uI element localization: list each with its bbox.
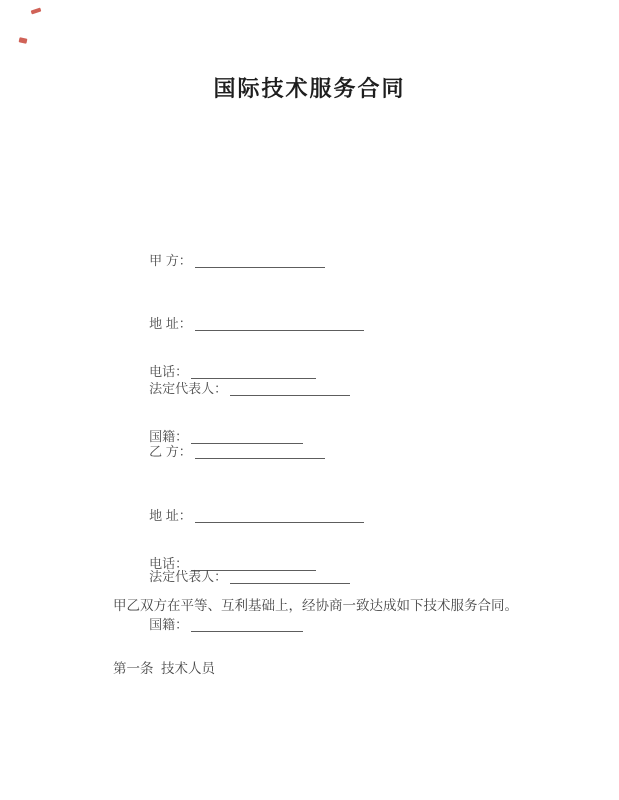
form-row-address-b (113, 476, 533, 571)
phone-b-label: 电话： (149, 556, 189, 571)
representative-a-fill-line (230, 381, 350, 396)
party-b-fill-line (195, 444, 325, 459)
party-a-fill-line (195, 253, 325, 268)
address-a-label: 地 址： (149, 316, 192, 331)
form-row-party-a (113, 221, 533, 268)
nationality-b-fill-line (191, 617, 303, 632)
red-scribble-icon (19, 37, 28, 44)
intro-paragraph: 甲乙双方在平等、互利基础上，经协商一致达成如下技术服务合同。 (113, 598, 518, 613)
representative-a-label: 法定代表人： (149, 381, 228, 396)
party-b-label: 乙 方： (149, 444, 192, 459)
party-a-label: 甲 方： (149, 253, 192, 268)
nationality-a-label: 国籍： (149, 429, 189, 444)
red-scribble-icon (31, 8, 42, 15)
representative-b-fill-line (230, 569, 350, 584)
address-a-fill-line (195, 316, 364, 331)
address-b-label: 地 址： (149, 508, 192, 523)
address-b-fill-line (195, 508, 364, 523)
representative-b-label: 法定代表人： (149, 569, 228, 584)
section-heading-article-1: 第一条 技术人员 (113, 661, 216, 676)
document-title: 国际技术服务合同 (213, 76, 406, 101)
nationality-b-label: 国籍： (149, 617, 189, 632)
form-row-address-a (113, 284, 533, 379)
phone-a-label: 电话： (149, 364, 189, 379)
